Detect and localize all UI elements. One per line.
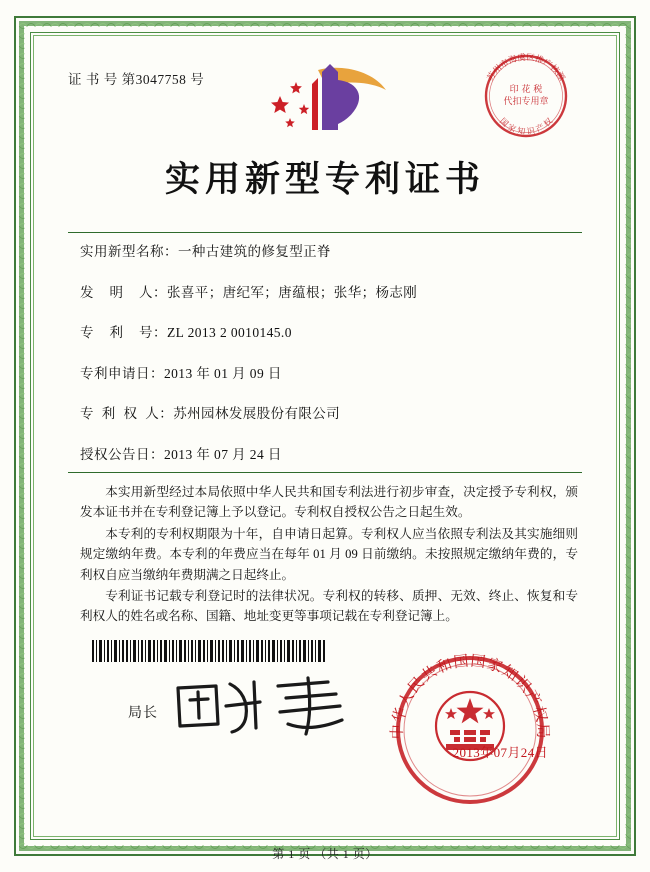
field-row-patent-number	[80, 321, 580, 341]
field-value: 2013 年 01 月 09 日	[164, 365, 282, 381]
legal-text-block	[80, 482, 578, 628]
seal-center-line2: 代扣专用章	[503, 97, 549, 107]
certificate-content	[40, 42, 610, 830]
svg-text:中华人民共和国国家知识产权局	[388, 652, 552, 740]
sipo-logo-icon	[260, 60, 390, 140]
field-row-patentee	[80, 402, 580, 422]
field-label: 发 明 人：	[80, 284, 167, 300]
seal-bottom-arc-text: 国 家 知 识 产 权	[497, 116, 555, 137]
field-row-utility-model-name	[80, 240, 580, 260]
field-label: 专利申请日：	[80, 365, 164, 381]
field-value: 张喜平；唐纪军；唐蕴根；张华；杨志刚	[167, 284, 418, 300]
field-row-grant-announcement-date	[80, 443, 580, 463]
field-label: 专 利 权 人：	[80, 406, 174, 421]
page-title: 实用新型专利证书	[164, 159, 485, 200]
legal-paragraph-1: 本实用新型经过本局依照中华人民共和国专利法进行初步审查，决定授予专利权，颁发本证书并在专利登记簿上予以登记。专利权自授权公告之日起生效。	[80, 485, 578, 520]
national-ip-administration-seal	[382, 642, 558, 818]
divider-top	[68, 232, 582, 233]
page-footer: 第 1 页 （共 1 页）	[272, 847, 378, 861]
field-label: 专 利 号：	[80, 325, 167, 340]
field-value: 2013 年 07 月 24 日	[164, 446, 282, 462]
legal-paragraph-2: 本专利的专利权期限为十年，自申请日起算。专利权人应当依照专利法及其实施细则规定缴纳年费。本专利的年费应当在每年 01 月 09 日前缴纳。未按照规定缴纳年费的，专利权自应当缴纳年费期满之日起终止。	[80, 526, 578, 582]
director-label: 局长	[128, 706, 158, 721]
field-value: 一种古建筑的修复型正脊	[178, 244, 331, 259]
seal-main-arc-top: 中华人民共和国国家知识产权局	[387, 651, 553, 740]
legal-paragraph-3: 专利证书记载专利登记时的法律状况。专利权的转移、质押、无效、终止、恢复和专利权人的姓名或名称、国籍、地址变更等事项记载在专利登记簿上。	[80, 588, 578, 624]
field-value: 苏州园林发展股份有限公司	[173, 406, 341, 421]
field-label: 授权公告日：	[80, 446, 164, 462]
seal-top-arc-text: 苏州市海虞区推广核源	[485, 52, 567, 84]
seal-center-line1: 印 花 税	[509, 85, 543, 95]
seal-date: 2013年07月24日	[452, 745, 548, 760]
field-label: 实用新型名称：	[80, 244, 178, 259]
director-signature	[168, 672, 358, 742]
barcode	[92, 640, 328, 662]
field-value: ZL 2013 2 0010145.0	[167, 325, 292, 340]
divider-bottom	[68, 472, 582, 473]
field-list	[80, 240, 580, 483]
svg-text:国 家 知 识 产 权	[498, 116, 554, 136]
certificate-number: 证 书 号 第3047758 号	[68, 72, 205, 87]
field-row-application-date	[80, 362, 580, 382]
tax-stamp-seal	[472, 42, 580, 150]
field-row-inventors	[80, 281, 580, 301]
